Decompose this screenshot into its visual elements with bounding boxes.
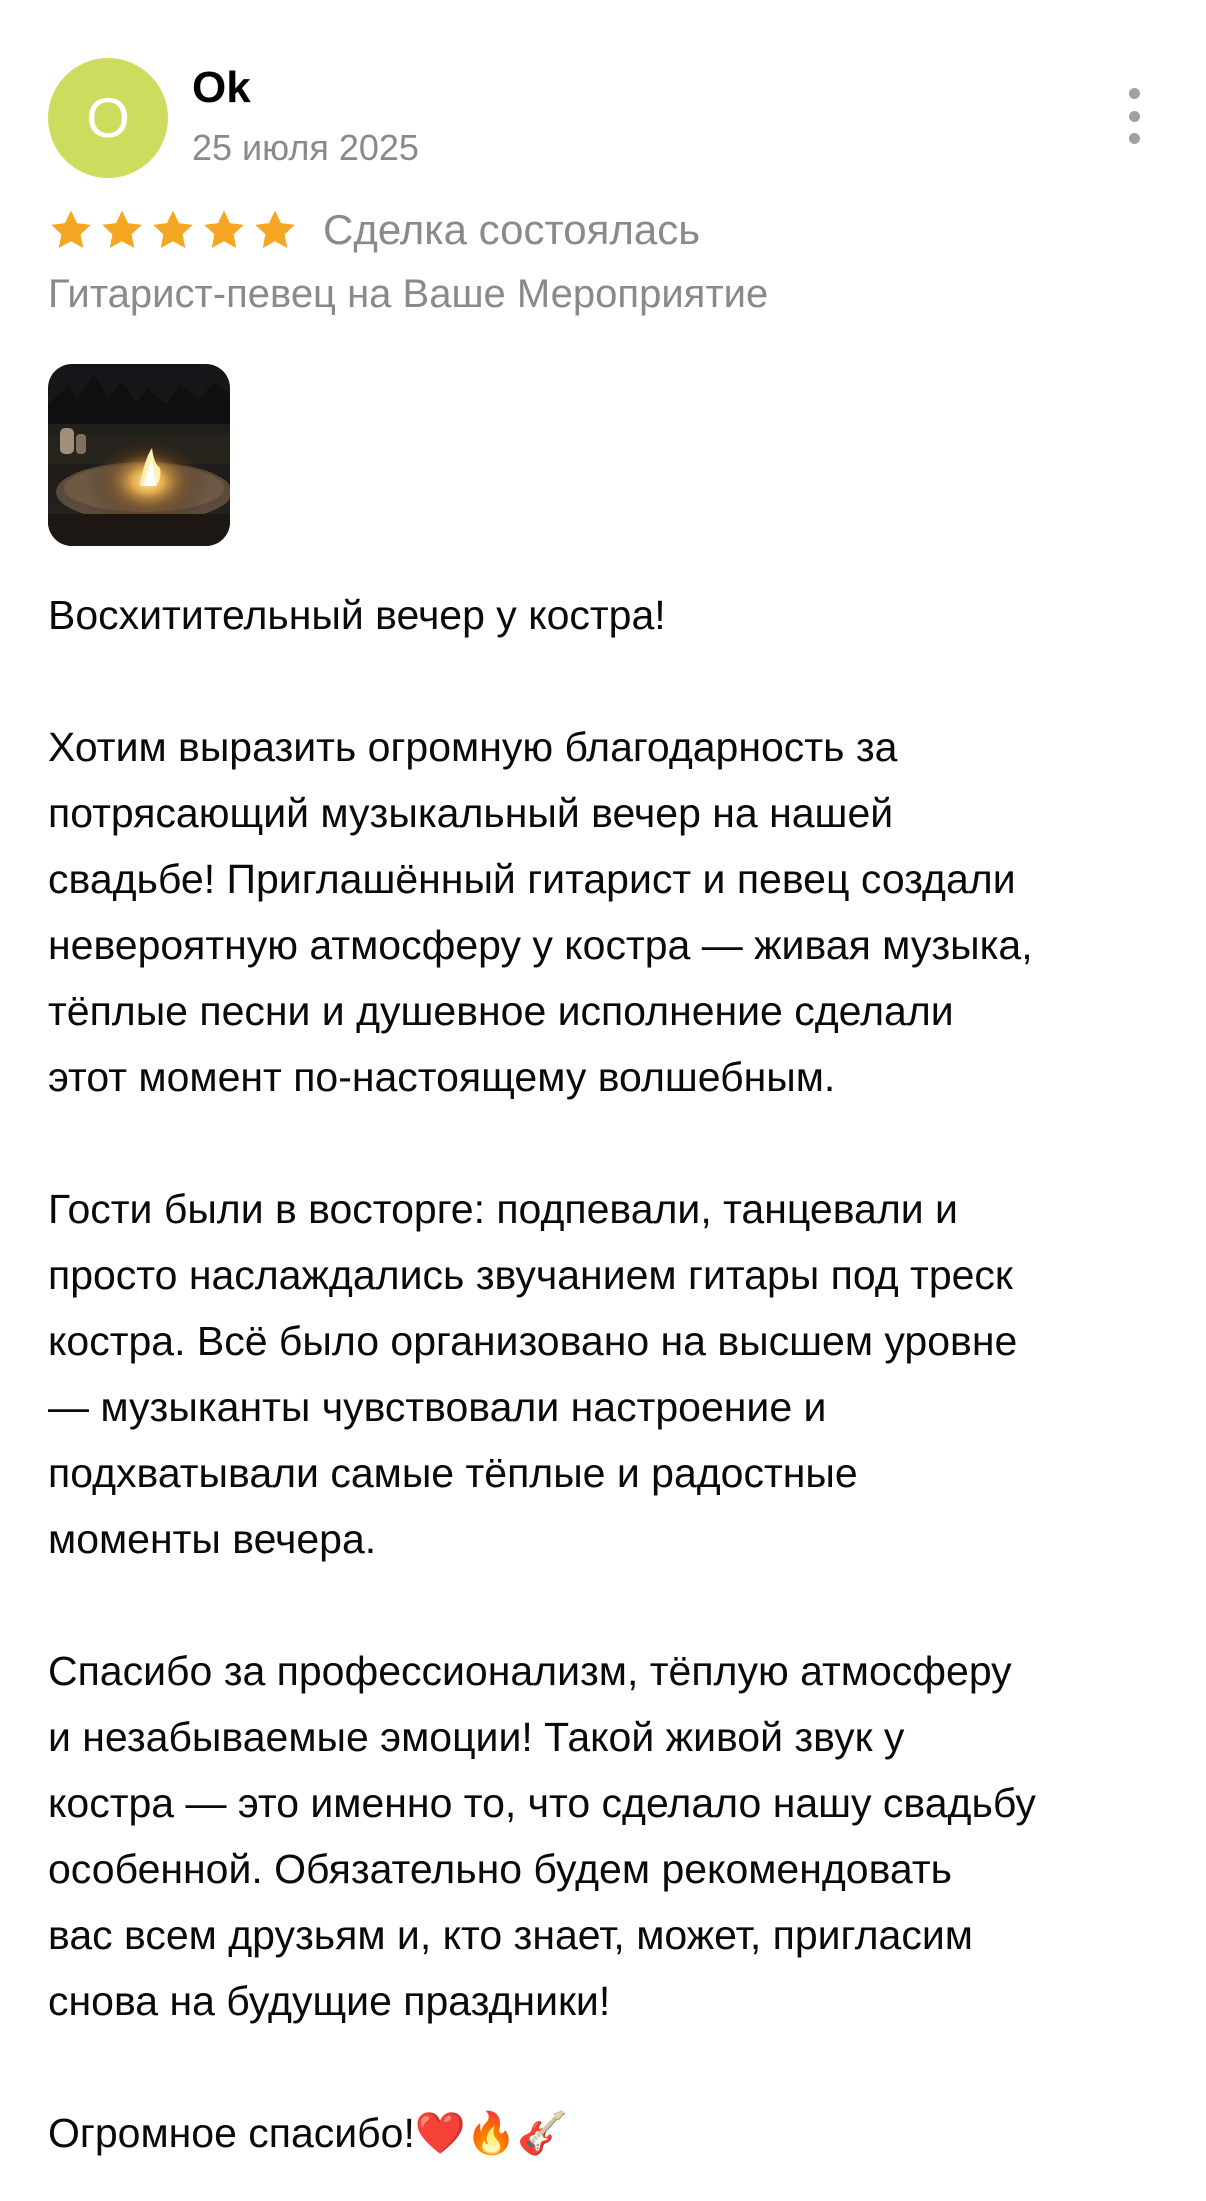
review-closing <box>48 2100 1168 2166</box>
service-title[interactable]: Гитарист-певец на Ваше Мероприятие <box>48 272 769 316</box>
review-paragraph: Восхитительный вечер у костра! <box>48 592 666 638</box>
avatar-initial: O <box>86 86 130 149</box>
star-rating <box>48 207 303 253</box>
review-text <box>48 582 1168 2166</box>
deal-status: Сделка состоялась <box>323 206 701 253</box>
more-options-button[interactable] <box>1110 88 1158 144</box>
campfire-photo-image <box>48 364 230 546</box>
star-icon <box>150 207 196 253</box>
closing-emojis: ❤️🔥🎸 <box>414 2109 569 2157</box>
review-header <box>48 58 1158 180</box>
star-icon <box>252 207 298 253</box>
star-icon <box>99 207 145 253</box>
more-vertical-icon <box>1129 88 1140 99</box>
author-name[interactable]: Ok <box>192 63 251 112</box>
star-icon <box>201 207 247 253</box>
avatar[interactable] <box>48 58 168 178</box>
review-closing-text: Огромное спасибо! <box>48 2110 415 2156</box>
review-paragraph: Хотим выразить огромную благодарность за потрясающий музыкальный вечер на нашей свадьбе! Приглашённый гитарист и певец создали невероятную атмосферу у костра — живая музыка, тёплые песни и душевное исполнение сделали этот момент по-настоящему волшебным. <box>48 724 1033 1100</box>
star-icon <box>48 207 94 253</box>
more-vertical-icon <box>1129 133 1140 144</box>
rating-row <box>48 200 700 260</box>
more-vertical-icon <box>1129 111 1140 122</box>
review-paragraph: Гости были в восторге: подпевали, танцевали и просто наслаждались звучанием гитары под треск костра. Всё было организовано на высшем уровне — музыканты чувствовали настроение и подхватывали самые тёплые и радостные моменты вечера. <box>48 1186 1018 1562</box>
review-date: 25 июля 2025 <box>192 127 419 168</box>
review-paragraph: Спасибо за профессионализм, тёплую атмосферу и незабываемые эмоции! Такой живой звук у костра — это именно то, что сделало нашу свадьбу особенной. Обязательно будем рекомендовать вас всем друзьям и, кто знает, может, пригласим снова на будущие праздники! <box>48 1648 1036 2024</box>
review-photo[interactable] <box>48 364 230 546</box>
